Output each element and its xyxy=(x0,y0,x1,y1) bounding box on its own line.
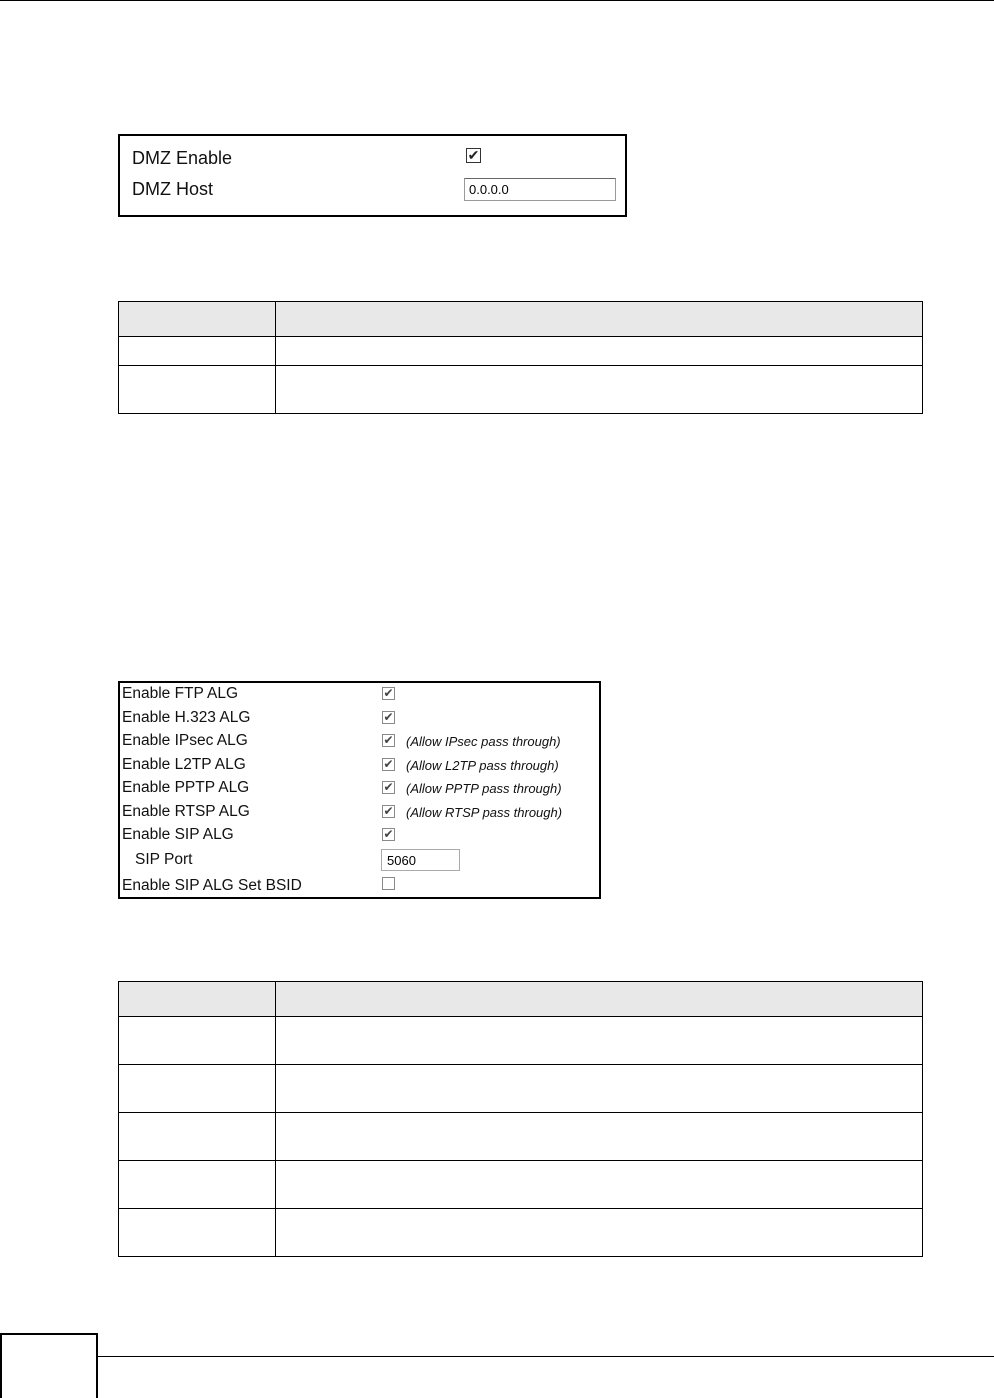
dmz-host-label: DMZ Host xyxy=(132,179,213,199)
alg-row-ftp xyxy=(120,683,599,705)
table-row xyxy=(119,1113,923,1161)
dmz-enable-checkbox[interactable]: ✔ xyxy=(467,147,480,163)
table-cell xyxy=(276,1065,923,1113)
alg-panel xyxy=(118,681,601,899)
table-cell xyxy=(119,366,276,414)
table-cell xyxy=(119,337,276,366)
alg-row-rtsp xyxy=(120,801,599,823)
pptp-alg-checkbox[interactable]: ✔ xyxy=(383,780,394,794)
table-cell xyxy=(119,1113,276,1161)
table-cell xyxy=(119,1161,276,1209)
dmz-host-input[interactable]: 0.0.0.0 xyxy=(464,178,616,201)
table-cell xyxy=(276,366,923,414)
table-cell xyxy=(119,1017,276,1065)
alg-row-pptp xyxy=(120,777,599,799)
page-number-box xyxy=(0,1333,98,1398)
table-row xyxy=(119,1161,923,1209)
alg-row-h323 xyxy=(120,707,599,729)
dmz-enable-label: DMZ Enable xyxy=(132,148,233,168)
alg-note: (Allow RTSP pass through) xyxy=(406,805,563,820)
table-row xyxy=(119,337,923,366)
alg-note: (Allow IPsec pass through) xyxy=(406,734,561,749)
table-cell xyxy=(276,1161,923,1209)
footer-rule xyxy=(97,1356,994,1357)
alg-row-l2tp xyxy=(120,754,599,776)
table-header-cell xyxy=(119,982,276,1017)
alg-label: Enable H.323 ALG xyxy=(122,709,251,726)
ftp-alg-checkbox[interactable]: ✔ xyxy=(383,686,394,700)
table-row xyxy=(119,366,923,414)
table-header-cell xyxy=(119,302,276,337)
table-row xyxy=(119,1065,923,1113)
h323-alg-checkbox[interactable]: ✔ xyxy=(383,710,394,724)
bsid-label: Enable SIP ALG Set BSID xyxy=(122,877,302,894)
alg-note: (Allow PPTP pass through) xyxy=(406,781,562,796)
table-cell xyxy=(119,1209,276,1257)
bsid-checkbox[interactable] xyxy=(382,877,395,890)
alg-label: Enable PPTP ALG xyxy=(122,779,250,796)
table-cell xyxy=(276,1113,923,1161)
sip-port-input[interactable]: 5060 xyxy=(381,849,460,871)
ipsec-alg-checkbox[interactable]: ✔ xyxy=(383,733,394,747)
sip-port-label: SIP Port xyxy=(135,851,193,868)
alg-label: Enable IPsec ALG xyxy=(122,732,248,749)
alg-label: Enable L2TP ALG xyxy=(122,756,246,773)
rtsp-alg-checkbox[interactable]: ✔ xyxy=(383,804,394,818)
table-cell xyxy=(276,1209,923,1257)
table-cell xyxy=(276,1017,923,1065)
dmz-panel xyxy=(118,134,627,217)
l2tp-alg-checkbox[interactable]: ✔ xyxy=(383,757,394,771)
dmz-description-table xyxy=(118,301,923,414)
table-row xyxy=(119,1209,923,1257)
alg-label: Enable SIP ALG xyxy=(122,826,234,843)
table-header-cell xyxy=(276,302,923,337)
alg-row-sip xyxy=(120,824,599,846)
table-row xyxy=(119,1017,923,1065)
alg-note: (Allow L2TP pass through) xyxy=(406,758,559,773)
alg-row-sip-port xyxy=(120,849,599,871)
alg-row-bsid xyxy=(120,875,599,897)
table-header-cell xyxy=(276,982,923,1017)
top-rule xyxy=(0,0,994,1)
sip-alg-checkbox[interactable]: ✔ xyxy=(383,827,394,841)
alg-label: Enable RTSP ALG xyxy=(122,803,250,820)
alg-description-table xyxy=(118,981,923,1257)
alg-label: Enable FTP ALG xyxy=(122,685,239,702)
alg-row-ipsec xyxy=(120,730,599,752)
table-cell xyxy=(119,1065,276,1113)
table-cell xyxy=(276,337,923,366)
